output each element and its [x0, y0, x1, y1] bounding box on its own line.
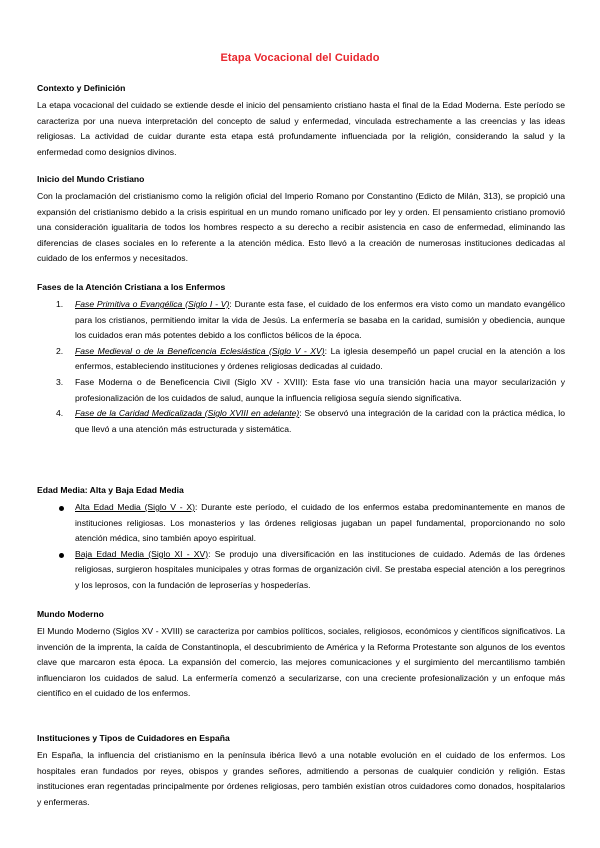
fase-text: : La iglesia desempeñó un papel crucial en la atención a los enfermos, estableciendo instituciones y órdenes religiosas dedicadas al cuidado.	[75, 345, 565, 372]
list-item	[37, 547, 565, 594]
section-paragraph: En España, la influencia del cristianismo en la península ibérica llevó a una notable evolución en el cuidado de los enfermos. Los hospitales eran fundados por reyes, obispos y grandes señores, admitiendo a personas de cualquier condición y religión. Estas instituciones eran regentadas principalmente por órdenes religiosas, pero también existían otros cuidadores como donados, hospitalarios y enfermeras.	[37, 750, 565, 807]
section-heading: Instituciones y Tipos de Cuidadores en España	[37, 733, 230, 743]
fase-label: Fase de la Caridad Medicalizada (Siglo XVIII en adelante)	[75, 408, 300, 419]
item-number: 1.	[56, 299, 64, 309]
period-label: Baja Edad Media (Siglo XI - XV)	[75, 548, 209, 559]
list-item	[37, 297, 565, 344]
fase-text: : Durante esta fase, el cuidado de los enfermos era visto como un mandato evangélico para los cristianos, permitiendo imitar la vida de Jesús. La enfermería se basaba en la caridad, sumisión y obediencia, aunque los cuidados eran más potentes debido a los conflictos bélicos de la época.	[75, 299, 565, 341]
item-number: 3.	[56, 376, 64, 387]
section-inicio-mundo-cristiano	[37, 174, 565, 267]
section-paragraph: Con la proclamación del cristianismo como la religión oficial del Imperio Romano por Constantino (Edicto de Milán, 313), se propició una expansión del cristianismo debido a la crisis espiritual en un mundo romano unificado por ley y orden. El pensamiento cristiano promovió una consideración igualitaria de todos los hombres respecto a su derecho a recibir asistencia en caso de enfermedad, eliminando las diferencias de clases sociales en lo referente a la atención médica. Esto llevó a la creación de numerosas instituciones dedicadas al cuidado de los enfermos y necesitados.	[37, 191, 565, 264]
period-text: : Durante este período, el cuidado de los enfermos estaba predominantemente en manos de instituciones religiosas. Los monasterios y las órdenes religiosas jugaban un papel fundamental, proporcionando no solo atención médica, sino también apoyo espiritual.	[75, 502, 565, 544]
edad-media-list	[37, 500, 565, 594]
list-item	[37, 500, 565, 547]
section-contexto	[37, 83, 565, 160]
item-number: 4.	[56, 408, 64, 419]
section-heading: Mundo Moderno	[37, 609, 104, 619]
fase-text: : Se observó una integración de la caridad con la práctica médica, lo que llevó a una atención más estructurada y sistemática.	[75, 408, 565, 434]
section-mundo-moderno	[37, 609, 565, 702]
section-fases	[37, 282, 565, 437]
fase-label: Fase Primitiva o Evangélica (Siglo I - V)	[75, 299, 230, 309]
list-item	[37, 344, 565, 375]
fase-text: Fase Moderna o de Beneficencia Civil (Siglo XV - XVIII): Esta fase vio una transición hacia una mayor secularización y profesionalización de los cuidados de salud, aunque la influencia religiosa seguía siendo significativa.	[75, 376, 565, 403]
section-edad-media	[37, 485, 565, 594]
section-heading: Fases de la Atención Cristiana a los Enfermos	[37, 282, 226, 292]
section-heading: Inicio del Mundo Cristiano	[37, 174, 145, 184]
section-heading: Edad Media: Alta y Baja Edad Media	[37, 485, 184, 495]
fase-label: Fase Medieval o de la Beneficencia Eclesiástica (Siglo V - XV)	[75, 345, 325, 356]
section-instituciones	[37, 733, 565, 810]
section-paragraph: La etapa vocacional del cuidado se extiende desde el inicio del pensamiento cristiano hasta el final de la Edad Moderna. Este período se caracteriza por una nueva interpretación del concepto de salud y enfermedad, vinculada estrechamente a las creencias y las ideas religiosas. La actividad de cuidar durante esta etapa está profundamente influenciada por la religión, considerando la salud y la enfermedad como designios divinos.	[37, 100, 565, 157]
fases-list	[37, 297, 565, 437]
bullet-icon	[59, 553, 64, 558]
section-heading: Contexto y Definición	[37, 83, 126, 93]
bullet-icon	[59, 506, 64, 511]
item-number: 2.	[56, 345, 64, 356]
list-item	[37, 406, 565, 437]
document-title: Etapa Vocacional del Cuidado	[220, 52, 380, 64]
period-text: : Se produjo una diversificación en las instituciones de cuidado. Además de las órdenes religiosas, surgieron hospitales municipales y otras formas de organización civil. Se prestaba especial atención a los peregrinos y los leprosos, con la fundación de leproserías y hospederías.	[75, 548, 566, 590]
period-label: Alta Edad Media (Siglo V - X)	[75, 502, 196, 512]
list-item	[37, 375, 565, 406]
section-paragraph: El Mundo Moderno (Siglos XV - XVIII) se caracteriza por cambios políticos, sociales, religiosos, económicos y científicos significativos. La invención de la imprenta, la caída de Constantinopla, el descubrimiento de América y la Reforma Protestante son algunos de los eventos clave que marcaron esta época. La expansión del comercio, las mejores comunicaciones y el surgimiento del mercantilismo también influenciaron los cuidados de salud. La enfermería comenzó a secularizarse, con una creciente profesionalización y un enfoque más científico en el cuidado de los enfermos.	[37, 626, 565, 699]
